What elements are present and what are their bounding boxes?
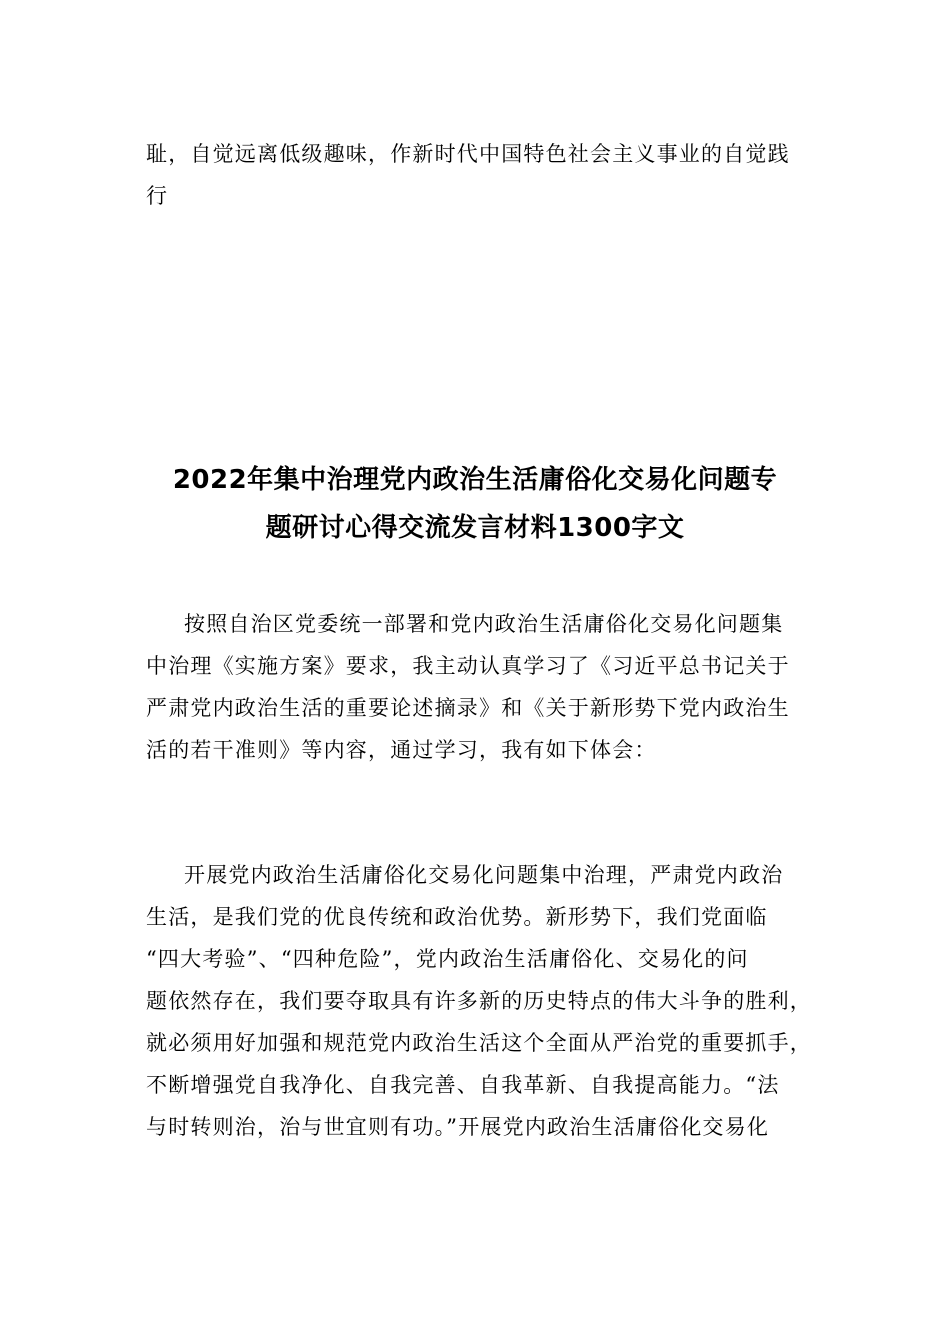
paragraph-line: 中治理《实施方案》要求，我主动认真学习了《习近平总书记关于 [146,654,790,678]
paragraph-line: 就必须用好加强和规范党内政治生活这个全面从严治党的重要抓手， [146,1031,812,1055]
body-paragraph [146,854,811,1148]
paragraph-line: 不断增强党自我净化、自我完善、自我革新、自我提高能力。“法 [146,1073,780,1097]
paragraph-line: 生活，是我们党的优良传统和政治优势。新形势下，我们党面临 [146,905,768,929]
paragraph-line: 题依然存在，我们要夺取具有许多新的历史特点的伟大斗争的胜利， [146,989,812,1013]
title-line: 2022年集中治理党内政治生活庸俗化交易化问题专 [172,465,778,495]
continuation-paragraph [146,133,811,217]
paragraph-line: 按照自治区党委统一部署和党内政治生活庸俗化交易化问题集 [184,612,784,636]
paragraph-line: 开展党内政治生活庸俗化交易化问题集中治理，严肃党内政治 [184,863,784,887]
paragraph-line: 活的若干准则》等内容，通过学习，我有如下体会： [146,738,657,762]
paragraph-line: “四大考验”、“四种危险”，党内政治生活庸俗化、交易化的问 [146,947,749,971]
paragraph-line: 耻，自觉远离低级趣味，作新时代中国特色社会主义事业的自觉践 [146,142,790,166]
paragraph-line: 行 [146,184,169,208]
paragraph-line: 与时转则治，治与世宜则有功。”开展党内政治生活庸俗化交易化 [146,1115,770,1139]
paragraph-line: 严肃党内政治生活的重要论述摘录》和《关于新形势下党内政治生 [146,696,790,720]
intro-paragraph [146,603,811,771]
title-line: 题研讨心得交流发言材料1300字文 [265,513,685,543]
document-title [100,456,850,552]
